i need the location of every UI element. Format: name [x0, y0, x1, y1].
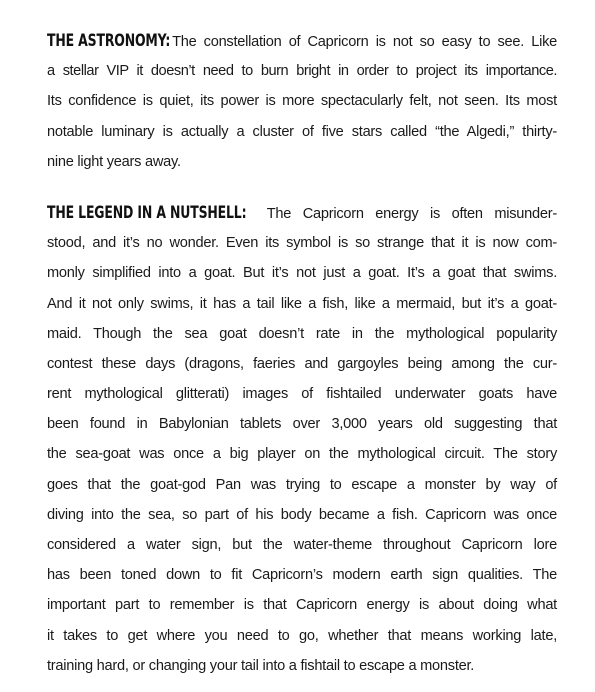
section-heading-legend: THE LEGEND IN A NUTSHELL: [47, 202, 247, 222]
text-line: notable luminary is actually a cluster of five stars called “the Algedi,” thirty- [47, 123, 557, 140]
text-line: Its confidence is quiet, its power is more spectacularly felt, not seen. Its most [47, 93, 557, 110]
astronomy-section [47, 26, 557, 177]
text-line: And it not only swims, it has a tail like a fish, like a mermaid, but it’s a goat- [47, 295, 557, 312]
text-line: important part to remember is that Capricorn energy is about doing what [47, 597, 557, 614]
text-line: considered a water sign, but the water-theme throughout Capricorn lore [47, 537, 557, 553]
text-line: contest these days (dragons, faeries and gargoyles being among the cur- [47, 355, 557, 372]
document-page [47, 26, 557, 681]
legend-section [47, 198, 557, 681]
text-line: stood, and it’s no wonder. Even its symbol is so strange that it is now com- [47, 235, 557, 252]
text-line: rent mythological glitterati) images of fishtailed underwater goats have [47, 386, 557, 403]
text-line: it takes to get where you need to go, whether that means working late, [47, 627, 557, 644]
text-line: monly simplified into a goat. But it’s not just a goat. It’s a goat that swims. [47, 265, 557, 282]
text-line: maid. Though the sea goat doesn’t rate in the mythological popularity [47, 325, 557, 342]
text-line [47, 26, 557, 56]
body-text: The constellation of Capricorn is not so easy to see. Like [172, 34, 557, 50]
section-heading-astronomy: THE ASTRONOMY: [47, 31, 171, 50]
body-text: The Capricorn energy is often misunder- [266, 205, 557, 222]
text-line: training hard, or changing your tail into a fishtail to escape a monster. [47, 657, 475, 674]
text-line: been found in Babylonian tablets over 3,000 years old suggesting that [47, 416, 557, 433]
text-line: nine light years away. [47, 153, 181, 170]
text-line: diving into the sea, so part of his body became a fish. Capricorn was once [47, 506, 557, 523]
text-line: a stellar VIP it doesn’t need to burn bright in order to project its importance. [47, 63, 557, 80]
text-line: has been toned down to fit Capricorn’s modern earth sign qualities. The [47, 567, 557, 584]
text-line: the sea-goat was once a big player on the mythological circuit. The story [47, 446, 557, 463]
text-line: goes that the goat-god Pan was trying to escape a monster by way of [47, 476, 557, 493]
text-line [47, 198, 557, 228]
